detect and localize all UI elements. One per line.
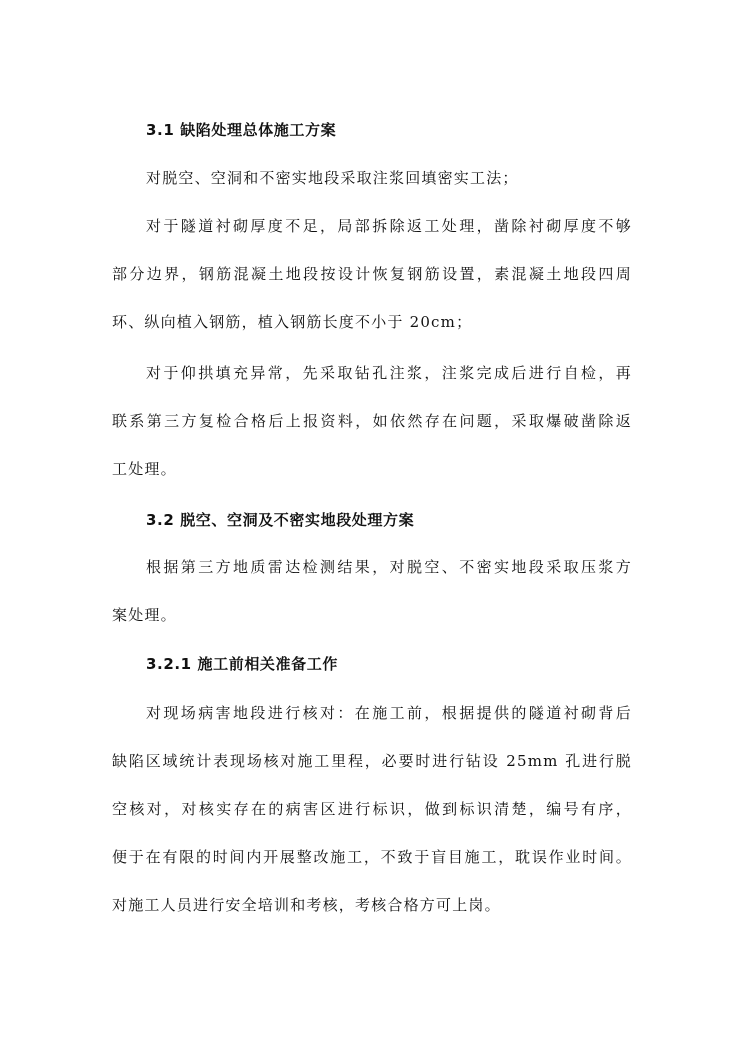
paragraph-line: 工处理。 [112, 460, 177, 478]
paragraph-line: 案处理。 [112, 606, 177, 624]
paragraph-line: 根据第三方地质雷达检测结果，对脱空、不密实地段采取压浆方 [146, 558, 632, 576]
heading-3-1: 3.1 缺陷处理总体施工方案 [146, 121, 337, 139]
paragraph-line: 对于隧道衬砌厚度不足，局部拆除返工处理，凿除衬砌厚度不够 [146, 217, 632, 235]
heading-3-2-1: 3.2.1 施工前相关准备工作 [146, 655, 338, 673]
paragraph-line: 空核对，对核实存在的病害区进行标识，做到标识清楚，编号有序， [112, 800, 632, 818]
paragraph-line: 对于仰拱填充异常，先采取钻孔注浆，注浆完成后进行自检，再 [146, 364, 632, 382]
paragraph-line: 缺陷区域统计表现场核对施工里程，必要时进行钻设 25mm 孔进行脱 [112, 752, 632, 770]
paragraph-line: 环、纵向植入钢筋，植入钢筋长度不小于 20cm； [112, 313, 473, 331]
paragraph-line: 对现场病害地段进行核对：在施工前，根据提供的隧道衬砌背后 [146, 704, 632, 722]
paragraph-line: 便于在有限的时间内开展整改施工，不致于盲目施工，耽误作业时间。 [112, 848, 632, 866]
paragraph-line: 对脱空、空洞和不密实地段采取注浆回填密实工法； [146, 169, 519, 187]
heading-3-2: 3.2 脱空、空洞及不密实地段处理方案 [146, 511, 415, 529]
paragraph-line: 对施工人员进行安全培训和考核，考核合格方可上岗。 [112, 896, 501, 914]
paragraph-line: 部分边界，钢筋混凝土地段按设计恢复钢筋设置，素混凝土地段四周 [112, 265, 632, 283]
paragraph-line: 联系第三方复检合格后上报资料，如依然存在问题，采取爆破凿除返 [112, 412, 632, 430]
